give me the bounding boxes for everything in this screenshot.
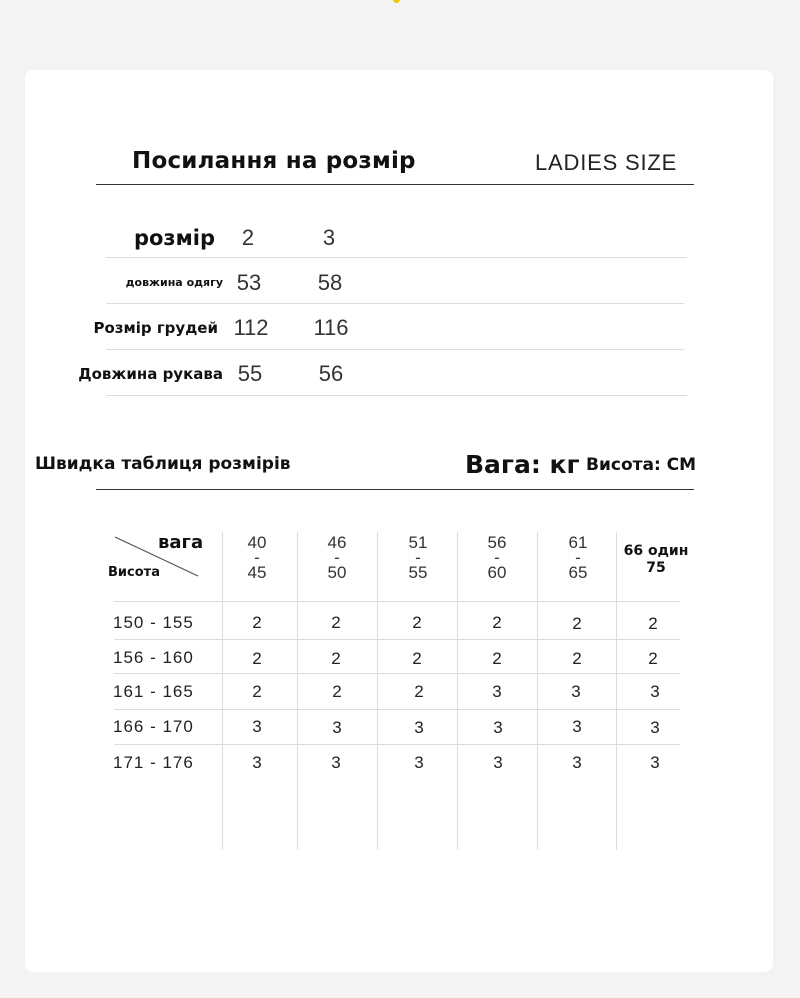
size-cell: 3 xyxy=(650,753,660,772)
size-cell: 3 xyxy=(414,753,424,772)
size-cell: 3 xyxy=(571,682,581,701)
size-cell: 2 xyxy=(331,613,341,632)
size-cell: 2 xyxy=(492,649,502,668)
chest-size-2: 112 xyxy=(233,315,269,340)
size-cell: 2 xyxy=(332,682,342,701)
size-cell: 2 xyxy=(412,649,422,668)
size-cell: 2 xyxy=(572,649,582,668)
weight-range-from: 51 xyxy=(408,533,428,552)
weight-range-dash: - xyxy=(254,548,260,567)
size-cell: 3 xyxy=(493,753,503,772)
size-cell: 3 xyxy=(252,717,262,736)
weight-range-from: 66 один xyxy=(623,543,689,559)
size-cell: 2 xyxy=(572,614,582,633)
row-divider xyxy=(114,709,680,710)
weight-range-dash: - xyxy=(334,548,340,567)
size-value-2: 2 xyxy=(241,225,255,250)
size-guide-card xyxy=(25,70,773,972)
weight-range-dash: - xyxy=(575,548,581,567)
corner-height-label: Висота xyxy=(108,565,160,580)
row-divider xyxy=(106,257,687,258)
size-cell: 3 xyxy=(650,682,660,701)
size-cell: 2 xyxy=(412,613,422,632)
row-divider xyxy=(106,395,687,396)
column-divider xyxy=(537,532,538,850)
size-header-label: розмір xyxy=(133,226,215,250)
weight-range-header xyxy=(227,535,287,580)
row-divider xyxy=(114,744,680,745)
weight-range-to: 75 xyxy=(646,560,666,576)
size-reference-divider xyxy=(96,184,694,185)
sleeve-length-size-3: 56 xyxy=(318,361,344,386)
weight-range-header xyxy=(548,535,608,580)
weight-range-to: 45 xyxy=(247,563,267,582)
corner-weight-label: вага xyxy=(158,532,204,553)
height-range-label: 166 - 170 xyxy=(113,717,194,736)
size-cell: 3 xyxy=(572,717,582,736)
size-cell: 2 xyxy=(252,613,262,632)
weight-range-to: 50 xyxy=(327,563,347,582)
height-range-label: 156 - 160 xyxy=(113,648,194,667)
column-divider xyxy=(457,532,458,850)
weight-range-dash: - xyxy=(494,548,500,567)
weight-unit-label: Вага: кг xyxy=(465,450,580,479)
weight-range-from: 61 xyxy=(568,533,588,552)
weight-range-to: 60 xyxy=(487,563,507,582)
weight-range-to: 55 xyxy=(408,563,428,582)
size-cell: 3 xyxy=(414,718,424,737)
size-cell: 2 xyxy=(648,649,658,668)
quick-chart-title: Швидка таблиця розмірів xyxy=(35,454,291,474)
weight-range-header xyxy=(388,535,448,580)
size-cell: 3 xyxy=(650,718,660,737)
height-range-label: 171 - 176 xyxy=(113,753,194,772)
top-indicator-dot xyxy=(393,0,400,3)
size-cell: 2 xyxy=(648,614,658,633)
height-range-label: 161 - 165 xyxy=(113,682,194,701)
chest-size-3: 116 xyxy=(313,315,349,340)
ladies-size-title: LADIES SIZE xyxy=(535,150,678,175)
height-range-label: 150 - 155 xyxy=(113,613,194,632)
weight-range-from: 46 xyxy=(327,533,347,552)
weight-range-header xyxy=(617,544,695,576)
size-cell: 3 xyxy=(331,753,341,772)
size-cell: 2 xyxy=(252,682,262,701)
size-cell: 2 xyxy=(331,649,341,668)
size-reference-title: Посилання на розмір xyxy=(132,148,416,174)
garment-length-size-3: 58 xyxy=(317,270,343,295)
row-divider xyxy=(114,601,680,602)
garment-length-label: довжина одягу xyxy=(125,276,223,289)
weight-range-from: 40 xyxy=(247,533,267,552)
chest-size-label: Розмір грудей xyxy=(93,319,218,337)
size-cell: 3 xyxy=(492,682,502,701)
size-cell: 2 xyxy=(252,649,262,668)
size-cell: 3 xyxy=(572,753,582,772)
size-cell: 3 xyxy=(252,753,262,772)
weight-range-to: 65 xyxy=(568,563,588,582)
quick-chart-divider xyxy=(96,489,694,490)
weight-range-dash: - xyxy=(415,548,421,567)
row-divider xyxy=(106,349,684,350)
row-divider xyxy=(106,303,684,304)
size-value-3: 3 xyxy=(322,225,336,250)
column-divider xyxy=(616,532,617,850)
weight-range-header xyxy=(307,535,367,580)
size-cell: 2 xyxy=(492,613,502,632)
row-divider xyxy=(114,639,680,640)
size-cell: 2 xyxy=(414,682,424,701)
sleeve-length-size-2: 55 xyxy=(237,361,263,386)
column-divider xyxy=(377,532,378,850)
size-cell: 3 xyxy=(493,718,503,737)
weight-range-header xyxy=(467,535,527,580)
height-unit-label: Висота: СМ xyxy=(586,455,697,475)
sleeve-length-label: Довжина рукава xyxy=(78,365,223,383)
size-cell: 3 xyxy=(332,718,342,737)
garment-length-size-2: 53 xyxy=(236,270,262,295)
row-divider xyxy=(114,673,680,674)
weight-range-from: 56 xyxy=(487,533,507,552)
column-divider xyxy=(297,532,298,850)
